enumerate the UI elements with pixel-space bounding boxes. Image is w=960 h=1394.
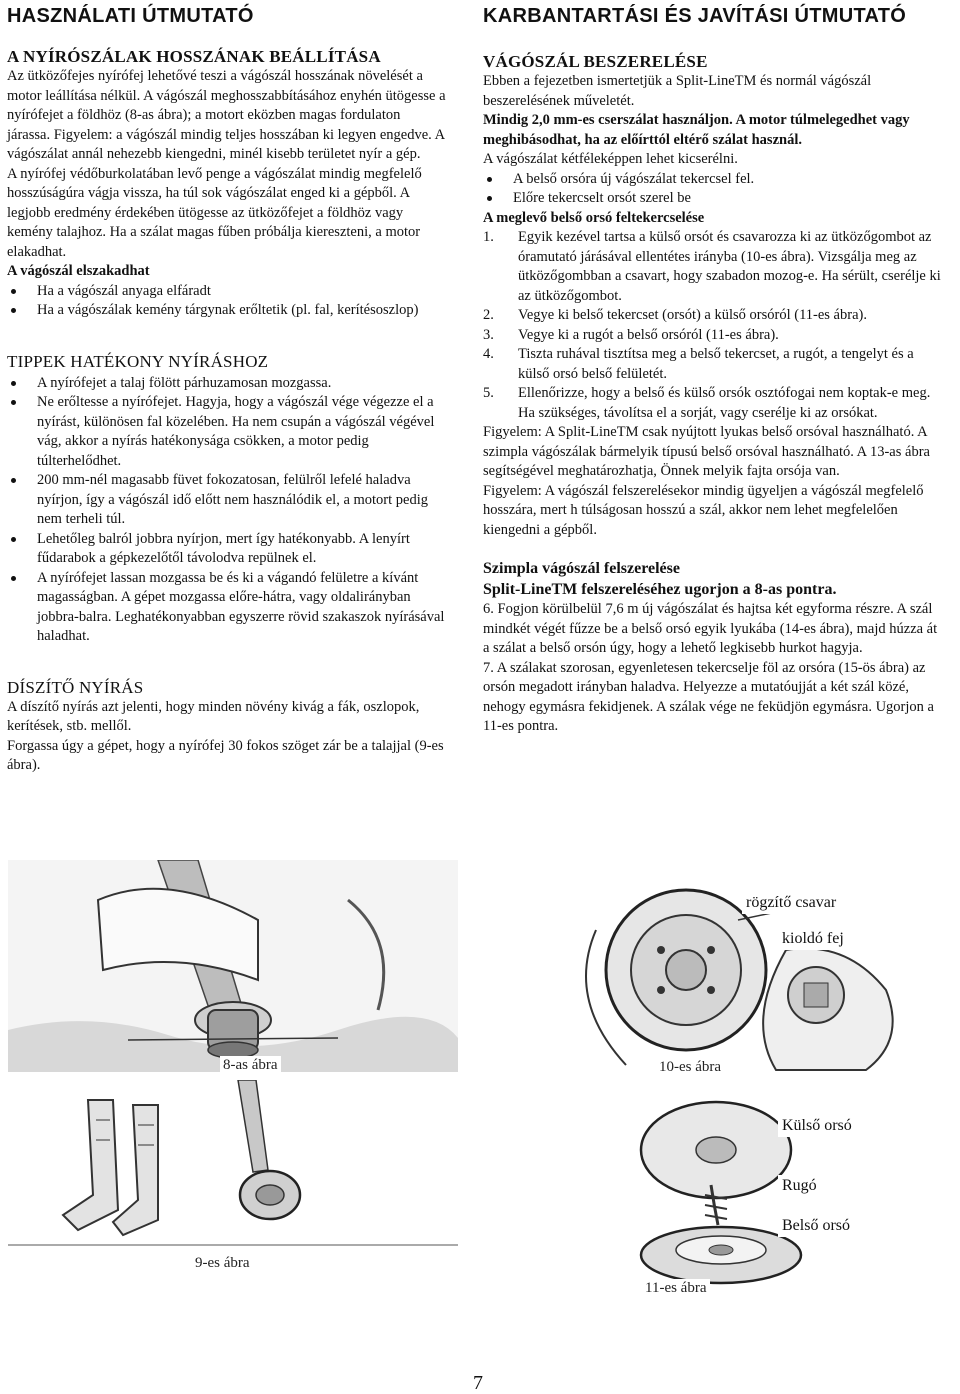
list-item: A nyírófejet lassan mozgassa be és ki a vágandó felületre a kívánt magasságban. A gépet mozgassa előre-hátra, vagy oldalirányban jobbra-balra. Leghatékonyabban egyszerre rövid szakaszok nyírásával haladhat.: [7, 569, 447, 647]
list-item: Ha a vágószálak kemény tárgynak erőltetik (pl. fal, kerítésoszlop): [7, 301, 447, 321]
line-install-paragraph-3: A vágószálat kétféleképpen lehet kicserélni.: [483, 151, 738, 167]
rewind-spool-heading: A meglevő belső orsó feltekercselése: [483, 209, 705, 226]
list-item: Lehetőleg balról jobbra nyírjon, mert így hatékonyabb. A lenyírt fűdarabok a gépkezelőtől távolodva repülnek el.: [7, 530, 447, 569]
figure-8-caption: 8-as ábra: [220, 1056, 281, 1072]
figure-11-caption: 11-es ábra: [642, 1279, 710, 1299]
spool-parts-illustration: [486, 1085, 951, 1300]
line-length-heading: A NYÍRÓSZÁLAK HOSSZÁNAK BEÁLLÍTÁSA: [7, 47, 381, 66]
outer-spool-label: Külső orsó: [778, 1115, 856, 1137]
list-item: [483, 384, 945, 423]
line-break-heading: A vágószál elszakadhat: [7, 263, 150, 279]
step-6-paragraph: 6. Fogjon körülbelül 7,6 m új vágószálat és hajtsa két egyforma részre. A szál mindkét végét fűzze be a belső orsó egyik lyukába (14-es ábra), majd húzza át a szálat a belső orsón úgy, hogy a lehető legkisebb hurkot hagyja.: [483, 601, 938, 656]
split-line-jump-heading: Split-LineTM felszereléséhez ugorjon a 8-as pontra.: [483, 581, 837, 598]
step-text: Egyik kezével tartsa a külső orsót és csavarozza ki az ütközőgombot az óramutató járásával ellentétes irányba (10-es ábra). Vizsgálja meg az ütközőgombban a csavart, hogy szabadon mozog-e. Ha sérült, cserélje ki az ütközőgombot.: [518, 229, 941, 304]
right-column: [483, 0, 945, 737]
list-item: [483, 306, 945, 326]
line-length-note: Figyelem: A vágószál felszerelésekor mindig ügyeljen a vágószál megfelelő hosszára, mert h túlságosan hosszú a szál, akkor nem lehet megfelelően kiengedni a gépből.: [483, 482, 924, 538]
step-text: Ellenőrizze, hogy a belső és külső orsók osztófogai nem koptak-e meg. Ha szükséges, távolítsa el a sorját, vagy cserélje ki az orsókat.: [518, 385, 931, 421]
list-item: Előre tekercselt orsót szerel be: [483, 189, 945, 209]
list-item: Ne erőltesse a nyírófejet. Hagyja, hogy a vágószál vége végezze el a nyírást, különösen fal közelében. Ha nem csupán a vágószál végével vág, akkor a nyírás hatékonysága csökken, a motor pedig túlterhelődhet.: [7, 393, 447, 471]
figure-8: [8, 860, 458, 1072]
tips-heading: TIPPEK HATÉKONY NYÍRÁSHOZ: [7, 351, 269, 371]
list-item: [483, 228, 945, 306]
figure-11: [486, 1085, 951, 1300]
bump-knob-removal-illustration: [486, 880, 951, 1080]
step-7-paragraph: 7. A szálakat szorosan, egyenletesen tekercselje föl az orsóra (15-ös ábra) az orsón megadott irányban haladva. Helyezze a mutatóujját a két szál közé, nehogy egymásra fekidjenek. A szálak vége ne feküdjön egymásra. Ugorjon a 11-es pontra.: [483, 659, 934, 734]
left-title: HASZNÁLATI ÚTMUTATÓ: [7, 5, 254, 27]
right-title: KARBANTARTÁSI ÉS JAVÍTÁSI ÚTMUTATÓ: [483, 5, 907, 27]
split-line-note: Figyelem: A Split-LineTM csak nyújtott lyukas belső orsóval használható. A szimpla vágószálak bármelyik típusú belső orsóval használható. A 13-as ábra segítségével meghatározhatja, Önnek melyik fajta orsója van.: [483, 424, 930, 479]
trimmer-head-tap-illustration: [8, 860, 458, 1072]
step-number: 2.: [483, 307, 494, 323]
decorative-trim-paragraph-2: Forgassa úgy a gépet, hogy a nyírófej 30 fokos szöget zár be a talajjal (9-es ábra).: [7, 737, 444, 773]
release-head-label: kioldó fej: [778, 928, 848, 950]
line-install-paragraph-1: Ebben a fejezetben ismertetjük a Split-LineTM és normál vágószál beszerelésének műveletét.: [483, 73, 872, 109]
single-line-heading: Szimpla vágószál felszerelése: [483, 560, 680, 577]
tips-list: [7, 374, 447, 647]
replace-options-list: [483, 170, 945, 209]
figure-10-caption: 10-es ábra: [656, 1058, 724, 1078]
figure-9: [8, 1080, 458, 1278]
line-length-paragraph-1: Az ütközőfejes nyírófej lehetővé teszi a vágószál hosszának növelését a motor leállítása nélkül. A vágószál meghosszabbításához enyhén ütögesse a nyírófejet a földhöz (8-as ábra); a motort eközben magas fordulaton járassa. Figyelem: a vágószál mindig teljes hosszában ki legyen engedve. A vágószálat annál nehezebb kiengedni, minél kisebb területet nyír a gép.: [7, 68, 446, 162]
list-item: Ha a vágószál anyaga elfáradt: [7, 282, 447, 302]
step-number: 3.: [483, 326, 494, 343]
line-install-warning: Mindig 2,0 mm-es cserszálat használjon. A motor túlmelegedhet vagy meghibásodhat, ha az előírttól eltérő szálat használ.: [483, 112, 910, 148]
step-text: Vegye ki a rugót a belső orsóról (11-es ábra).: [518, 326, 779, 343]
decorative-trim-paragraph-1: A díszítő nyírás azt jelenti, hogy minden növény kivág a fák, oszlopok, kerítések, stb. mellől.: [7, 698, 420, 734]
rewind-steps-list: [483, 228, 945, 423]
list-item: A belső orsóra új vágószálat tekercsel fel.: [483, 170, 945, 190]
locking-screw-label: rögzítő csavar: [742, 892, 840, 914]
spring-label: Rugó: [778, 1175, 821, 1197]
decorative-trim-heading: DÍSZÍTŐ NYÍRÁS: [7, 677, 144, 697]
list-item: [483, 326, 945, 346]
step-text: Vegye ki belső tekercset (orsót) a külső orsóról (11-es ábra).: [518, 307, 867, 323]
line-length-paragraph-2: A nyírófej védőburkolatában levő penge a vágószálat mindig megfelelő hosszúságúra vágja vissza, ha túl sok vágószálat enged ki a gépből. A legjobb eredmény érdekében ütögesse az ütközőfejet a földhöz vagy kemény talajhoz. Ha a szálat magas fűben próbálja kiereszteni, a motor elakadhat.: [7, 165, 422, 260]
left-column: [7, 0, 447, 776]
line-install-heading: VÁGÓSZÁL BESZERELÉSE: [483, 52, 708, 71]
line-break-list: [7, 282, 447, 321]
figure-9-caption: 9-es ábra: [192, 1254, 253, 1274]
step-text: Tiszta ruhával tisztítsa meg a belső tekercset, a rugót, a tengelyt és a külső orsó belső felületét.: [518, 346, 914, 382]
step-number: 1.: [483, 229, 494, 245]
angle-trimming-illustration: [8, 1080, 458, 1278]
list-item: 200 mm-nél magasabb füvet fokozatosan, felülről lefelé haladva nyírjon, így a vágószál idő előtt nem használódik el, a motort pedig nem terheli túl.: [7, 471, 447, 530]
list-item: A nyírófejet a talaj fölött párhuzamosan mozgassa.: [7, 374, 447, 394]
list-item: [483, 345, 945, 384]
step-number: 4.: [483, 346, 494, 362]
figure-10: [486, 880, 951, 1080]
inner-spool-label: Belső orsó: [778, 1215, 854, 1237]
page-number: 7: [473, 1372, 483, 1394]
step-number: 5.: [483, 385, 494, 401]
